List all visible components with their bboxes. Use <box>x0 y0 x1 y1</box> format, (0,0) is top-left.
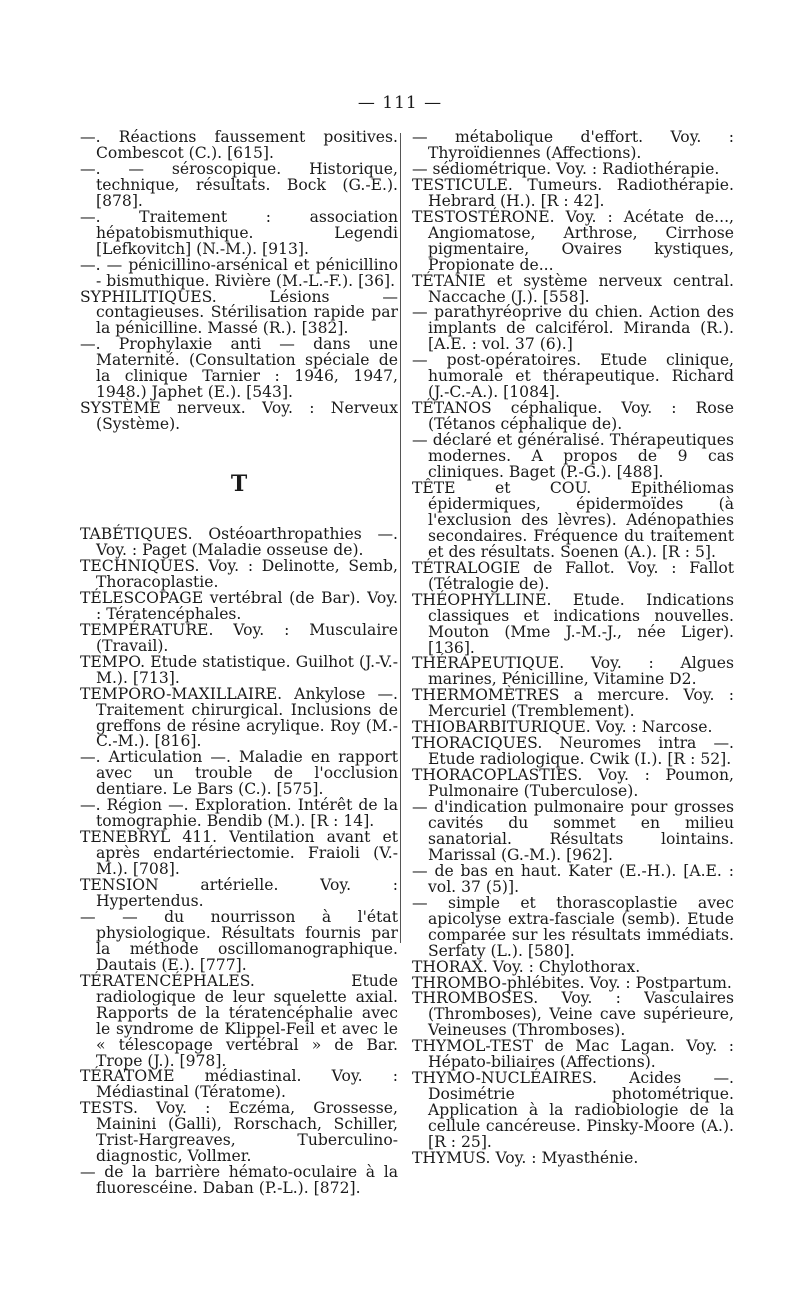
index-entry: —. — pénicillino-arsénical et pénicillino - bismuthique. Rivière (M.-L.-F.). [36]. <box>80 255 398 290</box>
index-entry: —. Articulation —. Maladie en rapport avec un trouble de l'occlusion dentiare. Le Bars (C.). [575]. <box>80 748 398 799</box>
index-entry: THYMOL-TEST de Mac Lagan. Voy. : Hépato-biliaires (Affections). <box>412 1037 734 1072</box>
index-entry: THYMUS. Voy. : Myasthénie. <box>412 1149 639 1167</box>
index-entry: THYMO-NUCLÉAIRES. Acides —. Dosimétrie photométrique. Application à la radiobiologie de la cellule cancéreuse. Pinsky-Moore (A.). [R : 25]. <box>412 1069 734 1152</box>
index-entry: —. Traitement : association hépatobismuthique. Legendi [Lefkovitch] (N.-M.). [913]. <box>80 207 398 258</box>
right-column <box>412 130 734 1167</box>
index-entry: SYSTÈME nerveux. Voy. : Nerveux (Système). <box>80 399 398 434</box>
index-entry: THROMBOSES. Voy. : Vasculaires (Thromboses), Veine cave supérieure, Veineuses (Thromboses). <box>412 989 734 1040</box>
index-entry: — — du nourrisson à l'état physiologique. Résultats fournis par la méthode oscillomanographique. Dautais (E.). [777]. <box>80 907 398 974</box>
index-entry: TEMPO. Etude statistique. Guilhot (J.-V.-M.). [713]. <box>80 652 398 687</box>
index-entry: — simple et thorascoplastie avec apicolyse extra-fasciale (semb). Etude comparée sur les résultats immédiats. Serfaty (L.). [580]. <box>412 893 734 960</box>
index-entry: TENEBRYL 411. Ventilation avant et après endartériectomie. Fraioli (V.-M.). [708]. <box>80 828 398 879</box>
index-entry: THIOBARBITURIQUE. Voy. : Narcose. <box>412 718 713 737</box>
index-entry: —. Prophylaxie anti — dans une Maternité. (Consultation spéciale de la clinique Tarnier : 1946, 1947, 1948.) Japhet (E.). [543]. <box>80 335 398 402</box>
index-entry: — parathyréoprive du chien. Action des implants de calciférol. Miranda (R.). [A.E. : vol. 37 (6).] <box>412 303 734 354</box>
index-entry: — sédiométrique. Voy. : Radiothérapie. <box>412 159 720 178</box>
index-entry: TENSION artérielle. Voy. : Hypertendus. <box>80 876 398 910</box>
index-entry: —. — séroscopique. Historique, technique, résultats. Bock (G.-E.). [878]. <box>80 159 398 210</box>
index-entry: SYPHILITIQUES. Lésions — contagieuses. Stérilisation rapide par la pénicilline. Massé (R.). [382]. <box>80 287 398 338</box>
index-entry: — d'indication pulmonaire pour grosses cavités du sommet en milieu sanatorial. Résultats lointains. Marissal (G.-M.). [962]. <box>412 798 734 864</box>
index-entry: TABÉTIQUES. Ostéoarthropathies —. Voy. : Paget (Maladie osseuse de). <box>80 525 398 560</box>
index-entry: TÉTANIE et système nerveux central. Naccache (J.). [558]. <box>412 271 734 306</box>
index-entry: TÉLESCOPAGE vertébral (de Bar). Voy. : Tératencéphales. <box>80 588 398 623</box>
index-entry: TÊTE et COU. Epithéliomas épidermiques, épidermoïdes (à l'exclusion des lèvres). Adénopathies secondaires. Fréquence du traitement et des résultats. Soenen (A.). [R : 5]. <box>412 478 734 561</box>
section-letter-heading: T <box>230 471 248 498</box>
column-divider <box>400 133 401 943</box>
index-entry: THORACOPLASTIES. Voy. : Poumon, Pulmonaire (Tuberculose). <box>412 766 734 801</box>
index-entry: TÉRATOME médiastinal. Voy. : Médiastinal (Tératome). <box>80 1067 398 1102</box>
page-number: — 111 — <box>357 93 443 113</box>
index-entry: THÉOPHYLLINE. Etude. Indications classiques et indications nouvelles. Mouton (Mme J.-M.-J., née Liger). [136]. <box>412 590 734 657</box>
index-entry: — de la barrière hémato-oculaire à la fluorescéine. Daban (P.-L.). [872]. <box>80 1163 398 1198</box>
index-entry: TESTICULE. Tumeurs. Radiothérapie. Hebrard (H.). [R : 42]. <box>412 175 734 210</box>
index-entry: TÉTRALOGIE de Fallot. Voy. : Fallot (Tétralogie de). <box>412 558 734 593</box>
index-entry: TÉTANOS céphalique. Voy. : Rose (Tétanos céphalique de). <box>412 399 734 434</box>
index-entry: —. Réactions faussement positives. Combescot (C.). [615]. <box>80 128 398 162</box>
index-entry: TESTOSTÉRONE. Voy. : Acétate de..., Angiomatose, Arthrose, Cirrhose pigmentaire, Ovaires kystiques, Propionate de... <box>412 207 734 274</box>
index-entry: — métabolique d'effort. Voy. : Thyroïdiennes (Affections). <box>412 128 734 162</box>
index-entry: TESTS. Voy. : Eczéma, Grossesse, Mainini (Galli), Rorschach, Schiller, Trist-Hargreaves, Tuberculino-diagnostic, Vollmer. <box>80 1099 398 1166</box>
index-entry: TEMPÉRATURE. Voy. : Musculaire (Travail). <box>80 620 398 655</box>
index-entry: TEMPORO-MAXILLAIRE. Ankylose —. Traitement chirurgical. Inclusions de greffons de résine acrylique. Roy (M.-C.-M.). [816]. <box>80 684 398 751</box>
index-entry: THORAX. Voy. : Chylothorax. <box>412 957 641 976</box>
index-entry: — post-opératoires. Etude clinique, humorale et thérapeutique. Richard (J.-C.-A.). [1084]. <box>412 351 734 402</box>
index-entry: THORACIQUES. Neuromes intra —. Etude radiologique. Cwik (I.). [R : 52]. <box>412 734 734 769</box>
index-entry: TÉRATENCÉPHALES. Etude radiologique de leur squelette axial. Rapports de la tératencéphalie avec le syndrome de Klippel-Feil et avec le « télescopage vertébral » de Bar. Trope (J.). [978]. <box>80 971 398 1070</box>
index-entry: — de bas en haut. Kater (E.-H.). [A.E. : vol. 37 (5)]. <box>412 861 734 896</box>
left-column <box>80 130 398 1197</box>
index-entry: TECHNIQUES. Voy. : Delinotte, Semb, Thoracoplastie. <box>80 556 398 591</box>
index-entry: THÉRAPEUTIQUE. Voy. : Algues marines, Pénicilline, Vitamine D2. <box>412 654 734 689</box>
index-entry: THROMBO-phlébites. Voy. : Postpartum. <box>412 973 732 992</box>
index-entry: THERMOMÈTRES a mercure. Voy. : Mercuriel (Tremblement). <box>412 686 734 721</box>
index-entry: — déclaré et généralisé. Thérapeutiques modernes. A propos de 9 cas cliniques. Baget (P.-G.). [488]. <box>412 431 734 482</box>
index-entry: —. Région —. Exploration. Intérêt de la tomographie. Bendib (M.). [R : 14]. <box>80 796 398 831</box>
